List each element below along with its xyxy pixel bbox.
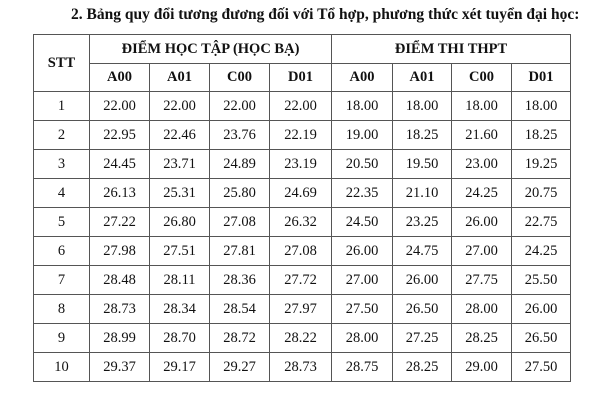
- score-cell: 18.25: [512, 121, 571, 150]
- score-cell: 23.19: [270, 150, 332, 179]
- score-cell: 29.37: [90, 353, 150, 382]
- score-cell: 24.25: [452, 179, 512, 208]
- score-cell: 29.00: [452, 353, 512, 382]
- score-cell: 26.50: [512, 324, 571, 353]
- score-cell: 22.75: [512, 208, 571, 237]
- score-cell: 27.00: [332, 266, 393, 295]
- row-number-cell: 9: [34, 324, 90, 353]
- score-cell: 24.75: [393, 237, 452, 266]
- column-header-thi-thpt-d01: D01: [512, 64, 571, 92]
- score-cell: 27.98: [90, 237, 150, 266]
- score-cell: 28.22: [270, 324, 332, 353]
- score-cell: 22.00: [210, 92, 270, 121]
- score-cell: 28.70: [150, 324, 210, 353]
- score-cell: 28.00: [332, 324, 393, 353]
- table-row: [34, 237, 571, 266]
- table-row: [34, 208, 571, 237]
- score-cell: 27.50: [332, 295, 393, 324]
- score-cell: 23.71: [150, 150, 210, 179]
- stt-header: STT: [34, 35, 90, 92]
- column-header-thi-thpt-c00: C00: [452, 64, 512, 92]
- row-number-cell: 10: [34, 353, 90, 382]
- score-cell: 24.45: [90, 150, 150, 179]
- score-cell: 24.25: [512, 237, 571, 266]
- row-number-cell: 1: [34, 92, 90, 121]
- score-cell: 22.19: [270, 121, 332, 150]
- score-cell: 18.25: [393, 121, 452, 150]
- score-cell: 19.00: [332, 121, 393, 150]
- score-cell: 22.35: [332, 179, 393, 208]
- score-cell: 28.25: [452, 324, 512, 353]
- score-cell: 23.76: [210, 121, 270, 150]
- table-body: [34, 92, 571, 382]
- score-cell: 27.22: [90, 208, 150, 237]
- table-row: [34, 353, 571, 382]
- score-cell: 28.00: [452, 295, 512, 324]
- score-cell: 20.50: [332, 150, 393, 179]
- score-cell: 27.81: [210, 237, 270, 266]
- score-cell: 18.00: [332, 92, 393, 121]
- score-cell: 25.31: [150, 179, 210, 208]
- score-cell: 26.00: [393, 266, 452, 295]
- score-cell: 18.00: [512, 92, 571, 121]
- column-header-thi-thpt-a00: A00: [332, 64, 393, 92]
- score-cell: 28.25: [393, 353, 452, 382]
- table-row: [34, 266, 571, 295]
- row-number-cell: 2: [34, 121, 90, 150]
- score-cell: 19.25: [512, 150, 571, 179]
- section-heading: 2. Bảng quy đổi tương đương đối với Tổ hợp, phương thức xét tuyển đại học:: [71, 6, 580, 23]
- score-cell: 29.27: [210, 353, 270, 382]
- score-cell: 27.00: [452, 237, 512, 266]
- table-row: [34, 121, 571, 150]
- score-cell: 26.00: [452, 208, 512, 237]
- score-cell: 21.10: [393, 179, 452, 208]
- score-cell: 27.97: [270, 295, 332, 324]
- score-cell: 22.95: [90, 121, 150, 150]
- score-cell: 24.69: [270, 179, 332, 208]
- score-cell: 28.11: [150, 266, 210, 295]
- row-number-cell: 4: [34, 179, 90, 208]
- group-header-thi-thpt: ĐIỂM THI THPT: [332, 35, 571, 64]
- score-cell: 22.00: [270, 92, 332, 121]
- table-row: [34, 324, 571, 353]
- score-cell: 25.80: [210, 179, 270, 208]
- column-header-thi-thpt-a01: A01: [393, 64, 452, 92]
- group-header-hoc-ba: ĐIỂM HỌC TẬP (HỌC BẠ): [90, 35, 332, 64]
- score-cell: 23.00: [452, 150, 512, 179]
- score-cell: 28.73: [90, 295, 150, 324]
- score-cell: 28.72: [210, 324, 270, 353]
- score-cell: 24.50: [332, 208, 393, 237]
- score-cell: 23.25: [393, 208, 452, 237]
- score-cell: 27.50: [512, 353, 571, 382]
- score-cell: 26.13: [90, 179, 150, 208]
- score-cell: 28.34: [150, 295, 210, 324]
- score-cell: 19.50: [393, 150, 452, 179]
- score-cell: 25.50: [512, 266, 571, 295]
- score-cell: 27.25: [393, 324, 452, 353]
- score-cell: 27.72: [270, 266, 332, 295]
- score-cell: 26.00: [332, 237, 393, 266]
- score-cell: 26.32: [270, 208, 332, 237]
- score-cell: 28.99: [90, 324, 150, 353]
- score-cell: 29.17: [150, 353, 210, 382]
- score-cell: 28.75: [332, 353, 393, 382]
- score-cell: 27.08: [270, 237, 332, 266]
- table-row: [34, 295, 571, 324]
- table-row: [34, 179, 571, 208]
- score-cell: 27.08: [210, 208, 270, 237]
- score-cell: 28.48: [90, 266, 150, 295]
- row-number-cell: 6: [34, 237, 90, 266]
- row-number-cell: 5: [34, 208, 90, 237]
- score-cell: 27.51: [150, 237, 210, 266]
- column-header-hoc-ba-d01: D01: [270, 64, 332, 92]
- column-header-hoc-ba-c00: C00: [210, 64, 270, 92]
- score-cell: 28.73: [270, 353, 332, 382]
- score-cell: 18.00: [393, 92, 452, 121]
- column-header-hoc-ba-a01: A01: [150, 64, 210, 92]
- score-cell: 22.00: [90, 92, 150, 121]
- score-cell: 26.50: [393, 295, 452, 324]
- score-cell: 28.54: [210, 295, 270, 324]
- score-cell: 27.75: [452, 266, 512, 295]
- row-number-cell: 7: [34, 266, 90, 295]
- score-cell: 22.00: [150, 92, 210, 121]
- row-number-cell: 8: [34, 295, 90, 324]
- score-cell: 22.46: [150, 121, 210, 150]
- row-number-cell: 3: [34, 150, 90, 179]
- score-cell: 18.00: [452, 92, 512, 121]
- score-cell: 28.36: [210, 266, 270, 295]
- table-row: [34, 150, 571, 179]
- column-header-hoc-ba-a00: A00: [90, 64, 150, 92]
- table-row: [34, 92, 571, 121]
- score-cell: 24.89: [210, 150, 270, 179]
- score-cell: 20.75: [512, 179, 571, 208]
- score-cell: 26.00: [512, 295, 571, 324]
- conversion-table: [33, 34, 571, 382]
- score-cell: 21.60: [452, 121, 512, 150]
- score-cell: 26.80: [150, 208, 210, 237]
